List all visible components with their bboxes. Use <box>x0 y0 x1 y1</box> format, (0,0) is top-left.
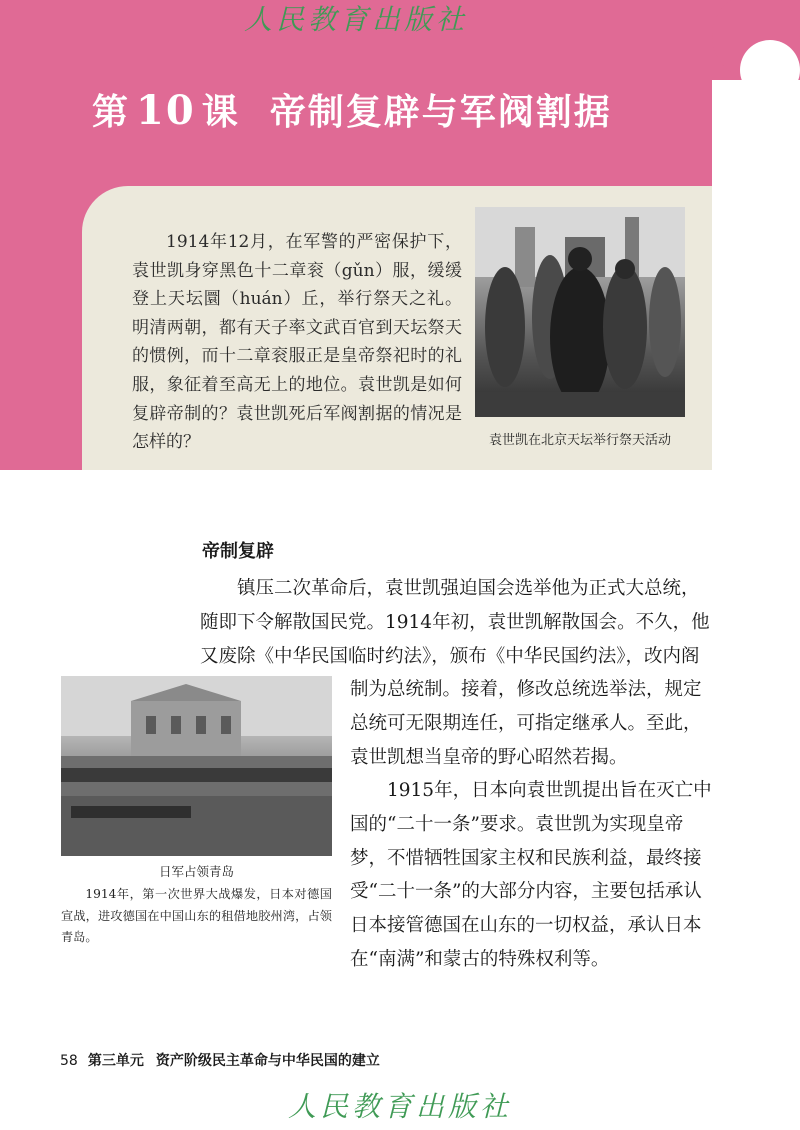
page-footer <box>60 1050 380 1070</box>
qingdao-caption-title: 日军占领青岛 <box>158 864 234 879</box>
lesson-name: 帝制复辟与军阀割据 <box>269 91 612 133</box>
page-number: 58 <box>60 1053 78 1069</box>
lesson-suffix: 课 <box>201 91 240 133</box>
lesson-number: 10 <box>136 87 196 134</box>
ceremony-photo <box>475 207 685 417</box>
paragraph-2: 1915年，日本向袁世凯提出旨在灭亡中国的“二十一条”要求。袁世凯为实现皇帝梦，不惜牺牲国家主权和民族利益，最终接受“二十一条”的大部分内容，主要包括承认日本接管德国在山东的一切权益，承认日本在“南满”和蒙古的特殊权利等。 <box>350 780 712 970</box>
lesson-prefix: 第 <box>92 91 131 133</box>
unit-label: 第三单元 <box>87 1053 144 1069</box>
publisher-logo-bottom: 人民教育出版社 <box>287 1090 512 1123</box>
intro-text: 1914年12月，在军警的严密保护下，袁世凯身穿黑色十二章衮（gǔn）服，缓缓登上天坛圜（huán）丘，举行祭天之礼。明清两朝，都有天子率文武百官到天坛祭天的惯例，而十二章衮服正是皇帝祭祀时的礼服，象征着至高无上的地位。袁世凯是如何复辟帝制的？袁世凯死后军阀割据的情况是怎样的？ <box>132 232 462 453</box>
qingdao-photo <box>61 676 332 856</box>
paragraph-1: 镇压二次革命后，袁世凯强迫国会选举他为正式大总统，随即下令解散国民党。1914年初，袁世凯解散国会。不久，他又废除《中华民国临时约法》，颁布《中华民国约法》，改内阁 <box>200 578 710 667</box>
paragraph-1-continued: 制为总统制。接着，修改总统选举法，规定总统可无限期连任，可指定继承人。至此，袁世凯想当皇帝的野心昭然若揭。 <box>350 679 702 768</box>
lesson-title <box>92 84 612 135</box>
unit-title: 资产阶级民主革命与中华民国的建立 <box>155 1053 380 1069</box>
ceremony-photo-caption: 袁世凯在北京天坛举行祭天活动 <box>488 433 671 448</box>
qingdao-caption-body: 1914年，第一次世界大战爆发，日本对德国宣战，进攻德国在中国山东的租借地胶州湾，占领青岛。 <box>61 887 332 944</box>
publisher-logo-top: 人民教育出版社 <box>243 3 468 36</box>
corner-cutout <box>740 40 800 100</box>
section-heading: 帝制复辟 <box>202 541 274 562</box>
